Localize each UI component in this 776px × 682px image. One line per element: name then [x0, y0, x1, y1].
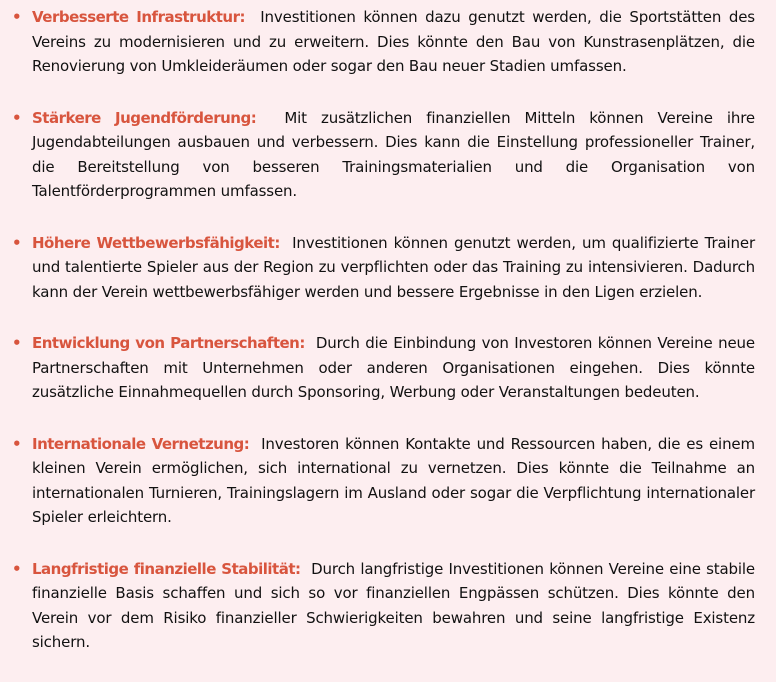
item-text: Mit zusätzlichen finanziellen Mitteln können Vereine ihre Jugendabteilungen ausbauen und verbessern. Dies kann die Einstellung professioneller Trainer, die Bereitstellung von besseren Trainingsmaterialien und die Organisation von Talentförderprogrammen umfassen.	[32, 108, 756, 200]
item-term: Verbesserte Infrastruktur:	[32, 8, 245, 26]
list-item	[12, 5, 755, 79]
bullet-icon: •	[12, 559, 22, 578]
item-term: Stärkere Jugendförderung:	[32, 108, 257, 127]
item-term: Internationale Vernetzung:	[32, 434, 250, 453]
item-text: Investitionen können genutzt werden, um qualifizierte Trainer und talentierte Spieler aus der Region zu verpflichten oder das Training zu intensivieren. Dadurch kann der Verein wettbewerbsfähiger werden und bessere Ergebnisse in den Ligen erzielen.	[32, 233, 755, 301]
item-term: Entwicklung von Partnerschaften:	[32, 334, 305, 352]
benefit-list	[12, 5, 755, 655]
list-item	[12, 106, 755, 204]
item-term: Höhere Wettbewerbsfähigkeit:	[32, 233, 280, 252]
list-item	[12, 432, 755, 530]
list-item	[12, 331, 755, 405]
bullet-icon: •	[12, 108, 22, 127]
bullet-icon: •	[12, 334, 22, 352]
list-item	[12, 557, 755, 655]
list-item	[12, 231, 755, 305]
bullet-icon: •	[12, 434, 22, 453]
item-term: Langfristige finanzielle Stabilität:	[32, 559, 301, 578]
item-text: Investoren können Kontakte und Ressourcen haben, die es einem kleinen Verein ermöglichen, sich international zu vernetzen. Dies könnte die Teilnahme an internationalen Turnieren, Trainingslagern im Ausland oder sogar die Verpflichtung internationaler Spieler erleichtern.	[32, 434, 755, 526]
bullet-icon: •	[12, 233, 22, 252]
item-text: Durch langfristige Investitionen können Vereine eine stabile finanzielle Basis schaffen und sich so vor finanziellen Engpässen schützen. Dies könnte den Verein vor dem Risiko finanzieller Schwierigkeiten bewahren und seine langfristige Existenz sichern.	[32, 559, 756, 651]
item-text: Investitionen können dazu genutzt werden, die Sportstätten des Vereins zu modernisieren und zu erweitern. Dies könnte den Bau von Kunstrasenplätzen, die Renovierung von Umkleideräumen oder sogar den Bau neuer Stadien umfassen.	[32, 8, 755, 75]
bullet-icon: •	[12, 8, 22, 26]
item-text: Durch die Einbindung von Investoren können Vereine neue Partnerschaften mit Unternehmen oder anderen Organisationen eingehen. Dies könnte zusätzliche Einnahmequellen durch Sponsoring, Werbung oder Veranstaltungen bedeuten.	[32, 334, 755, 401]
